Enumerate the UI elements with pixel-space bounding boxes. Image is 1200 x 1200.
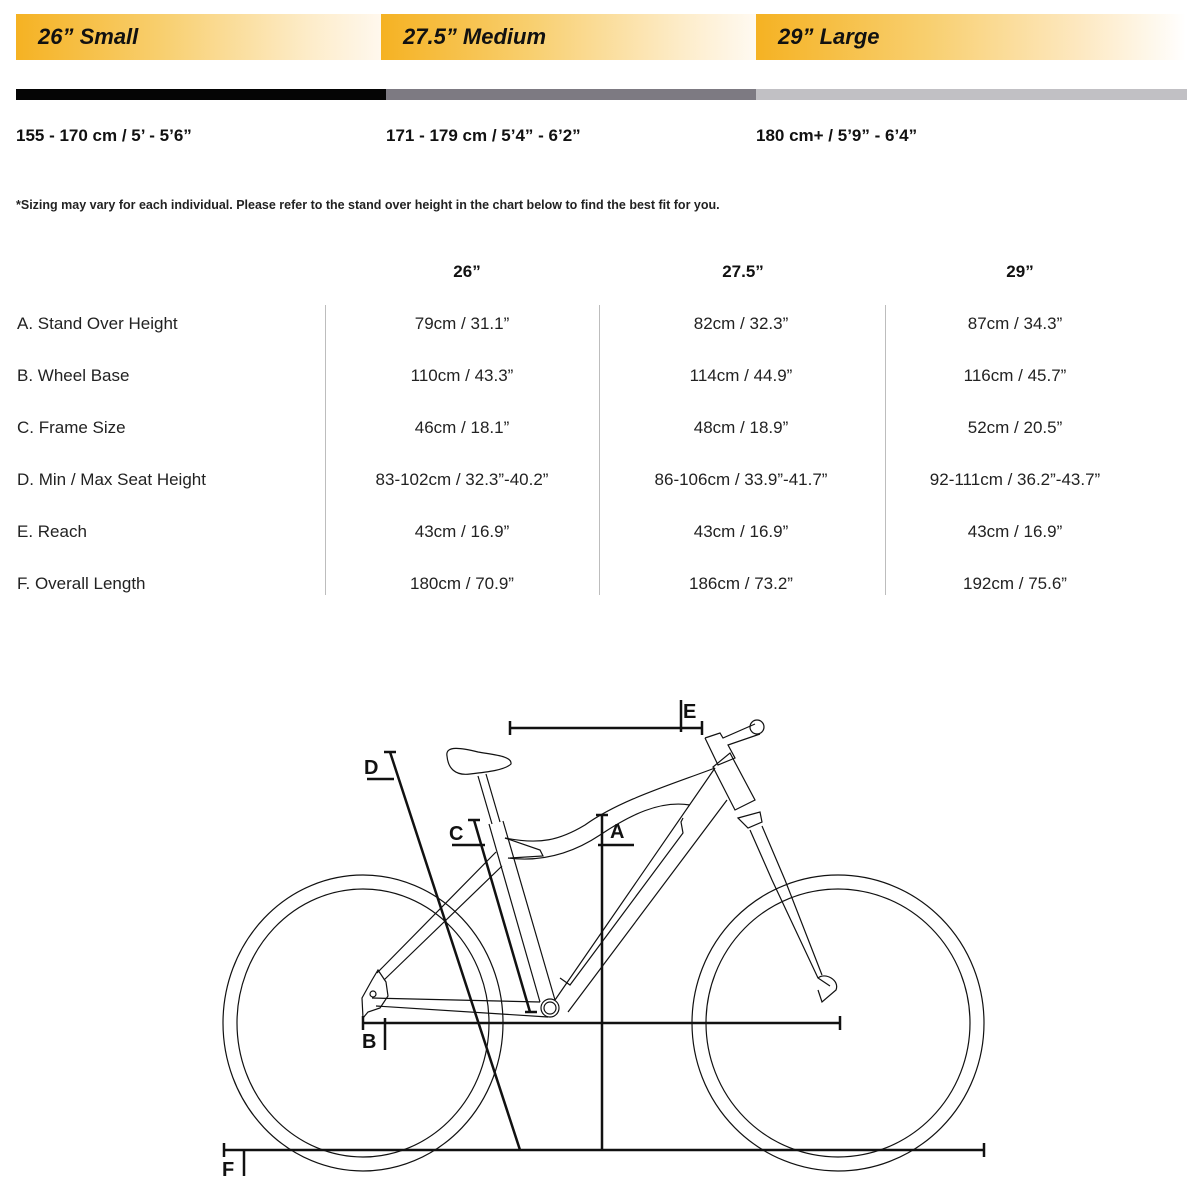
column-header-27-5: 27.5” (722, 262, 764, 281)
head-tube (713, 753, 755, 810)
measure-b-label: B (362, 1031, 377, 1053)
column-header-29: 29” (1006, 262, 1034, 281)
bike-geometry-diagram (0, 680, 1200, 1200)
height-range-medium: 171 - 179 cm / 5’4” - 6’2” (386, 126, 581, 145)
table-cell: 52cm / 20.5” (967, 418, 1063, 437)
row-label: F. Overall Length (17, 574, 146, 593)
column-divider (325, 305, 326, 595)
table-cell: 110cm / 43.3” (410, 366, 514, 385)
table-cell: 83-102cm / 32.3”-40.2” (375, 470, 549, 489)
size-tab-label: 26” Small (38, 24, 139, 49)
table-cell: 87cm / 34.3” (967, 314, 1063, 333)
measure-c-line (474, 820, 530, 1012)
column-divider (599, 305, 600, 595)
fork (738, 812, 830, 986)
table-cell: 43cm / 16.9” (414, 522, 510, 541)
height-bar-large (756, 89, 1187, 100)
table-cell: 180cm / 70.9” (410, 574, 514, 593)
measure-c-label: C (449, 823, 464, 845)
measure-d-label: D (364, 757, 379, 779)
seat-tube (489, 821, 555, 1002)
stem (705, 724, 760, 765)
height-bar-small (16, 89, 386, 100)
table-cell: 116cm / 45.7” (963, 366, 1067, 385)
table-cell: 82cm / 32.3” (693, 314, 789, 333)
size-tab-large (756, 14, 1186, 60)
table-cell: 46cm / 18.1” (414, 418, 510, 437)
sizing-note: *Sizing may vary for each individual. Please refer to the stand over height in the chart below to find the best fit for you. (16, 198, 720, 212)
table-cell: 192cm / 75.6” (963, 574, 1067, 593)
height-bar-medium (386, 89, 756, 100)
measure-f-label: F (222, 1159, 235, 1181)
measure-d-line (390, 752, 520, 1150)
row-label: B. Wheel Base (17, 366, 130, 385)
size-tab-label: 29” Large (778, 24, 880, 49)
measure-e-label: E (683, 701, 697, 723)
size-tab-small (16, 14, 382, 60)
table-cell: 43cm / 16.9” (693, 522, 789, 541)
battery (560, 818, 683, 985)
table-cell: 114cm / 44.9” (689, 366, 793, 385)
row-label: D. Min / Max Seat Height (17, 470, 206, 489)
table-cell: 186cm / 73.2” (689, 574, 793, 593)
row-label: A. Stand Over Height (17, 314, 178, 333)
table-cell: 86-106cm / 33.9”-41.7” (654, 470, 828, 489)
height-range-small: 155 - 170 cm / 5’ - 5’6” (16, 126, 192, 145)
bike-drawing (223, 720, 984, 1171)
row-label: E. Reach (17, 522, 87, 541)
measurement-lines (224, 700, 984, 1176)
column-header-26: 26” (453, 262, 481, 281)
measure-a-label: A (610, 821, 625, 843)
table-cell: 79cm / 31.1” (414, 314, 510, 333)
height-range-large: 180 cm+ / 5’9” - 6’4” (756, 126, 918, 145)
table-cell: 48cm / 18.9” (693, 418, 789, 437)
chainstay (372, 998, 548, 1017)
handlebar-clamp (750, 720, 764, 734)
row-label: C. Frame Size (17, 418, 126, 437)
saddle (447, 748, 511, 774)
table-cell: 43cm / 16.9” (967, 522, 1063, 541)
column-divider (885, 305, 886, 595)
size-tab-medium (381, 14, 757, 60)
size-tab-label: 27.5” Medium (403, 24, 547, 49)
table-cell: 92-111cm / 36.2”-43.7” (929, 470, 1101, 489)
rear-derailleur (362, 970, 388, 1018)
seatpost (478, 774, 500, 824)
